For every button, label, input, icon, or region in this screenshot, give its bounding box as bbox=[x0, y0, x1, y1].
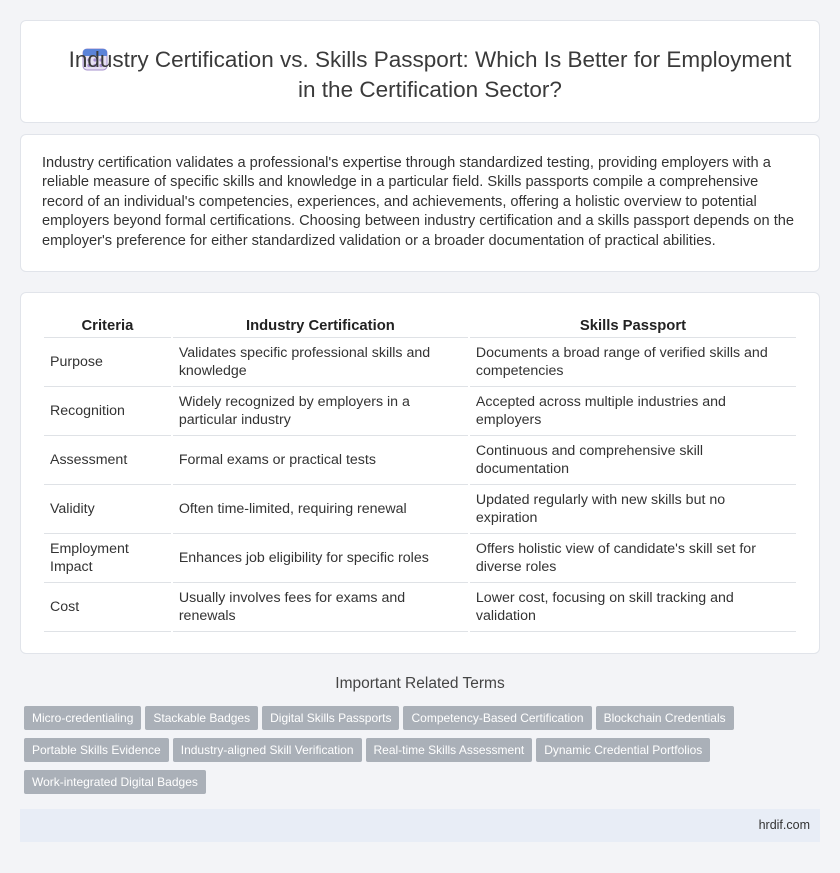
tag-competency-based-certification[interactable]: Competency-Based Certification bbox=[403, 706, 591, 730]
row-skills-passport: Accepted across multiple industries and employers bbox=[470, 387, 796, 436]
related-terms-title: Important Related Terms bbox=[335, 675, 505, 692]
row-skills-passport: Documents a broad range of verified skills and competencies bbox=[470, 338, 796, 387]
row-industry-certification: Formal exams or practical tests bbox=[173, 436, 468, 485]
footer bbox=[20, 809, 820, 842]
footer-site-link[interactable]: hrdif.com bbox=[758, 818, 810, 832]
row-skills-passport: Offers holistic view of candidate's skill set for diverse roles bbox=[470, 534, 796, 583]
header-industry-certification: Industry Certification bbox=[173, 315, 468, 338]
row-industry-certification: Validates specific professional skills and knowledge bbox=[173, 338, 468, 387]
header-skills-passport: Skills Passport bbox=[470, 315, 796, 338]
table-header-row bbox=[44, 315, 796, 338]
tag-blockchain-credentials[interactable]: Blockchain Credentials bbox=[596, 706, 734, 730]
intro-paragraph: Industry certification validates a professional's expertise through standardized testing, providing employers with a reliable measure of specific skills and knowledge in a particular field. Skills passports compile a comprehensive record of an individual's competencies, experiences, and achievements, offering a holistic overview to potential employers beyond formal certifications. Choosing between industry certification and a skills passport depends on the employer's preference for either standardized validation or a broader documentation of practical abilities. bbox=[42, 155, 794, 249]
table-row bbox=[44, 583, 796, 632]
tag-industry-aligned-skill-verification[interactable]: Industry-aligned Skill Verification bbox=[173, 738, 362, 762]
table-row bbox=[44, 436, 796, 485]
comparison-card bbox=[20, 292, 820, 654]
table-row bbox=[44, 485, 796, 534]
tag-dynamic-credential-portfolios[interactable]: Dynamic Credential Portfolios bbox=[536, 738, 710, 762]
row-criteria: Validity bbox=[44, 485, 171, 534]
intro-card bbox=[20, 134, 820, 272]
row-skills-passport: Lower cost, focusing on skill tracking and validation bbox=[470, 583, 796, 632]
row-industry-certification: Often time-limited, requiring renewal bbox=[173, 485, 468, 534]
table-row bbox=[44, 338, 796, 387]
tag-work-integrated-digital-badges[interactable]: Work-integrated Digital Badges bbox=[24, 770, 206, 794]
row-skills-passport: Continuous and comprehensive skill documentation bbox=[470, 436, 796, 485]
comparison-table bbox=[42, 315, 798, 632]
tag-real-time-skills-assessment[interactable]: Real-time Skills Assessment bbox=[366, 738, 533, 762]
row-industry-certification: Enhances job eligibility for specific roles bbox=[173, 534, 468, 583]
row-criteria: Purpose bbox=[44, 338, 171, 387]
row-criteria: Recognition bbox=[44, 387, 171, 436]
row-criteria: Cost bbox=[44, 583, 171, 632]
related-terms-list bbox=[24, 706, 804, 802]
tag-stackable-badges[interactable]: Stackable Badges bbox=[145, 706, 258, 730]
page-title: Industry Certification vs. Skills Passport: Which Is Better for Employment in the Certification Sector? bbox=[68, 47, 792, 102]
tag-digital-skills-passports[interactable]: Digital Skills Passports bbox=[262, 706, 399, 730]
row-criteria: Assessment bbox=[44, 436, 171, 485]
row-industry-certification: Widely recognized by employers in a particular industry bbox=[173, 387, 468, 436]
header-criteria: Criteria bbox=[44, 315, 171, 338]
tag-portable-skills-evidence[interactable]: Portable Skills Evidence bbox=[24, 738, 169, 762]
row-criteria: Employment Impact bbox=[44, 534, 171, 583]
table-row bbox=[44, 534, 796, 583]
row-skills-passport: Updated regularly with new skills but no expiration bbox=[470, 485, 796, 534]
table-row bbox=[44, 387, 796, 436]
row-industry-certification: Usually involves fees for exams and renewals bbox=[173, 583, 468, 632]
title-card bbox=[20, 20, 820, 123]
tag-micro-credentialing[interactable]: Micro-credentialing bbox=[24, 706, 141, 730]
